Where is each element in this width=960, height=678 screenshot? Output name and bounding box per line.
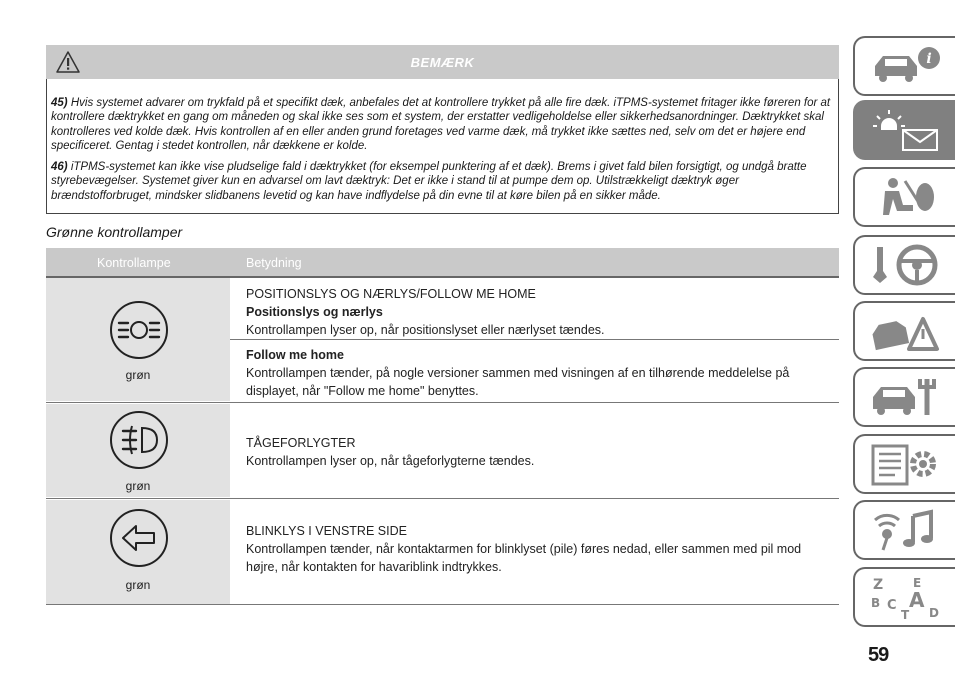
note-paragraph-45 xyxy=(51,96,835,153)
svg-text:i: i xyxy=(926,51,932,67)
row-divider xyxy=(46,604,839,605)
section-title: Grønne kontrollamper xyxy=(46,224,183,240)
note-body xyxy=(46,79,839,214)
row-divider xyxy=(46,498,839,499)
key-steering-wheel-icon xyxy=(869,243,943,287)
row-title: BLINKLYS I VENSTRE SIDE xyxy=(246,524,407,538)
table-row-icon-cell xyxy=(46,404,230,497)
svg-text:Z: Z xyxy=(873,577,884,593)
row-text: Kontrollampen lyser op, når tågeforlygterne tændes. xyxy=(246,454,535,468)
multimedia-music-icon xyxy=(869,508,943,552)
row-description xyxy=(246,434,836,470)
svg-text:B: B xyxy=(871,596,881,610)
specs-gear-icon xyxy=(869,442,943,486)
warning-lights-message-icon xyxy=(869,108,943,152)
row-title: TÅGEFORLYGTER xyxy=(246,436,356,450)
side-tab-starting-driving[interactable] xyxy=(853,235,955,295)
side-tab-maintenance[interactable] xyxy=(853,367,955,427)
emergency-triangle-icon xyxy=(869,309,943,353)
page-number: 59 xyxy=(868,644,889,666)
left-turn-signal-icon xyxy=(109,508,169,568)
subsection-heading: Follow me home xyxy=(246,348,344,362)
note-paragraph-46 xyxy=(51,160,835,203)
icon-caption: grøn xyxy=(125,368,151,382)
row-description xyxy=(246,522,836,576)
table-row-icon-cell xyxy=(46,500,230,604)
svg-text:T: T xyxy=(901,608,910,619)
side-tab-car-info[interactable] xyxy=(853,36,955,96)
fog-light-icon xyxy=(109,410,169,470)
car-wrench-icon xyxy=(869,375,943,419)
svg-text:C: C xyxy=(887,598,897,613)
side-tab-multimedia[interactable] xyxy=(853,500,955,560)
row-description xyxy=(246,346,836,400)
side-tab-technical-data[interactable] xyxy=(853,434,955,494)
side-tab-emergency[interactable] xyxy=(853,301,955,361)
column-header-lamp: Kontrollampe xyxy=(97,256,171,270)
table-header xyxy=(46,248,839,278)
svg-text:D: D xyxy=(929,606,939,619)
side-tab-index[interactable] xyxy=(853,567,955,627)
svg-text:A: A xyxy=(909,588,925,612)
position-lights-icon xyxy=(109,300,169,360)
row-title: POSITIONSLYS OG NÆRLYS/FOLLOW ME HOME xyxy=(246,287,536,301)
note-number: 45) xyxy=(51,97,68,109)
subsection-divider xyxy=(230,339,839,340)
note-title: BEMÆRK xyxy=(410,55,475,70)
side-tab-safety[interactable] xyxy=(853,167,955,227)
note-text: iTPMS-systemet kan ikke vise pludselige fald i dæktrykket (for eksempel punktering af et dæk). Brems i givet fald bilen forsigtigt, og undgå bratte styrebevægelser. Systemet giver kun en advarsel om lavt dæktryk: Det er ikke i stand til at pumpe dem op. Utilstrækkeligt dæktryk øger brændstofforbruget, mindsker slidbanens levetid og kan have indflydelse på din evne til at køre bilen på en sikker måde. xyxy=(51,161,807,202)
note-number: 46) xyxy=(51,161,68,173)
row-description xyxy=(246,285,836,339)
subsection-text: Kontrollampen lyser op, når positionslyset eller nærlyset tændes. xyxy=(246,323,605,337)
car-info-icon xyxy=(869,44,943,88)
icon-caption: grøn xyxy=(125,578,151,592)
safety-airbag-icon xyxy=(869,175,943,219)
subsection-heading: Positionslys og nærlys xyxy=(246,305,383,319)
table-row-icon-cell xyxy=(46,278,230,401)
row-text: Kontrollampen tænder, når kontaktarmen for blinklyset (pile) føres nedad, eller sammen med pil mod højre, når kontakten for havariblink indtrykkes. xyxy=(246,542,802,574)
side-tab-warning-lights[interactable] xyxy=(853,100,955,160)
alphabetical-index-icon xyxy=(869,575,943,619)
note-text: Hvis systemet advarer om trykfald på et specifikt dæk, anbefales det at kontrollere trykket på alle fire dæk. iTPMS-systemet fritager ikke føreren for at kontrollere dæktrykket en gang om måneden og skal ikke ses som et system, der erstatter vedligeholdelse eller sikkerhedsanordninger. Dæktrykket skal kontrolleres ved kolde dæk. Hvis kontrollen af en eller anden grund foretages ved varme dæk, må trykket ikke sættes ned, selv om det er højere end specificeret. Gentag i stedet kontrollen, når dækkene er kolde. xyxy=(51,97,831,152)
icon-caption: grøn xyxy=(125,479,151,493)
column-header-meaning: Betydning xyxy=(246,256,302,270)
note-header xyxy=(46,45,839,79)
row-divider xyxy=(46,402,839,403)
subsection-text: Kontrollampen tænder, på nogle versioner sammen med visningen af en tilhørende meddelelse på displayet, når "Follow me home" benyttes. xyxy=(246,366,790,398)
svg-text:E: E xyxy=(913,576,922,590)
